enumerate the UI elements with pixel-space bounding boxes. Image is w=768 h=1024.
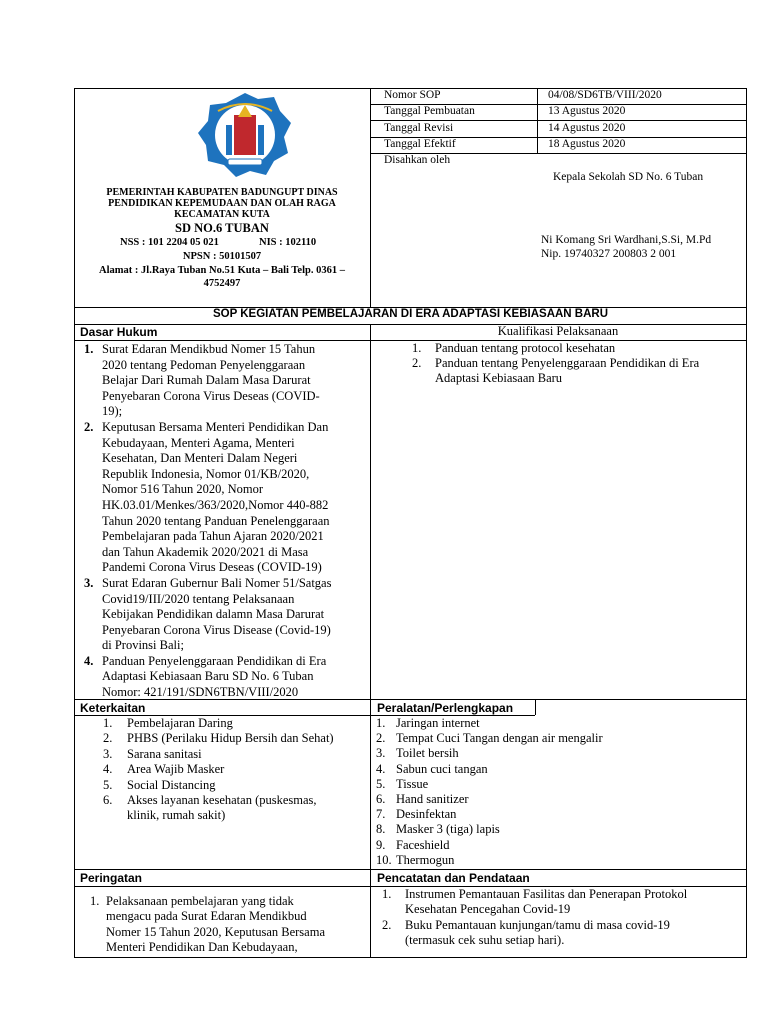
list-number: 2.: [382, 918, 392, 932]
list-item-text: Area Wajib Masker: [127, 762, 225, 777]
school-logo: [196, 91, 294, 179]
peringatan-heading: Peringatan: [80, 871, 143, 885]
list-item: [376, 837, 603, 853]
document-title: SOP KEGIATAN PEMBELAJARAN DI ERA ADAPTASI KEBIASAAN BARU: [212, 308, 609, 320]
list-item: [412, 356, 700, 386]
list-number: 2.: [412, 356, 422, 370]
list-item-text: Panduan Penyelenggaraan Pendidikan di Era: [102, 653, 327, 668]
list-item-text: Kesehatan Pencegahan Covid-19: [405, 902, 571, 916]
list-item-text: Toilet bersih: [396, 746, 459, 761]
list-number: 7.: [376, 807, 386, 822]
list-number: 4.: [84, 653, 94, 668]
list-number: 1.: [84, 342, 94, 356]
approver-name: Ni Komang Sri Wardhani,S.Si, M.Pd: [541, 234, 712, 246]
list-item-text: Menteri Pendidikan Dan Kebudayaan,: [106, 940, 298, 955]
list-item-text: Akses layanan kesehatan (puskesmas,: [127, 793, 317, 808]
list-number: 10.: [376, 852, 392, 867]
org-line: PENDIDIKAN KEPEMUDAAN DAN OLAH RAGA: [108, 198, 336, 209]
list-item: [90, 894, 325, 956]
list-item-text: HK.03.01/Menkes/363/2020,Nomor 440-882: [102, 497, 329, 512]
list-item: [376, 761, 603, 777]
approver-title: Kepala Sekolah SD No. 6 Tuban: [553, 171, 704, 183]
list-item: [376, 731, 603, 746]
list-item-text: Sarana sanitasi: [127, 746, 202, 761]
list-item-text: Pembelajaran pada Tahun Ajaran 2020/2021: [102, 529, 324, 544]
list-item-text: PHBS (Perilaku Hidup Bersih dan Sehat): [127, 731, 334, 746]
list-number: 4.: [376, 761, 386, 776]
list-item-text: Tahun 2020 tentang Panduan Penelenggaraan: [102, 513, 330, 528]
list-item-text: 19);: [102, 404, 123, 419]
list-item-text: Pelaksanaan pembelajaran yang tidak: [106, 894, 294, 908]
list-item-text: Nomer 15 Tahun 2020, Keputusan Bersama: [106, 924, 325, 939]
list-item-text: Sabun cuci tangan: [396, 761, 488, 776]
list-item-text: Keputusan Bersama Menteri Pendidikan Dan: [102, 419, 329, 434]
keterkaitan-heading: Keterkaitan: [80, 701, 146, 715]
org-line: PEMERINTAH KABUPATEN BADUNGUPT DINAS: [106, 187, 338, 198]
created-date-value: 13 Agustus 2020: [548, 105, 626, 117]
list-item-text: Pandemi Corona Virus Deseas (COVID-19): [102, 560, 322, 575]
list-item: [103, 793, 334, 824]
list-item: [376, 792, 603, 807]
list-item-text: Kebudayaan, Menteri Agama, Menteri: [102, 435, 295, 450]
list-item: [84, 575, 332, 654]
list-number: 6.: [103, 793, 113, 808]
kualifikasi-list: [412, 341, 700, 386]
list-number: 1.: [103, 716, 113, 730]
list-item-text: Tempat Cuci Tangan dengan air mengalir: [396, 731, 603, 746]
list-item-text: Pembelajaran Daring: [127, 716, 233, 730]
created-date-label: Tanggal Pembuatan: [384, 105, 475, 117]
list-number: 4.: [103, 762, 113, 777]
list-item-text: Buku Pemantauan kunjungan/tamu di masa covid-19: [405, 918, 670, 932]
list-item: [103, 731, 334, 746]
list-number: 2.: [103, 731, 113, 746]
npsn-text: NPSN : 50101507: [182, 251, 262, 262]
list-item-text: Nomor 516 Tahun 2020, Nomor: [102, 482, 264, 497]
list-item-text: Covid19/III/2020 tentang Pelaksanaan: [102, 591, 295, 606]
dasar-hukum-list: [84, 342, 332, 701]
list-item-text: Hand sanitizer: [396, 792, 469, 807]
pencatatan-heading: Pencatatan dan Pendataan: [377, 871, 530, 885]
list-number: 1.: [90, 894, 100, 908]
list-item-text: Thermogun: [396, 852, 455, 867]
list-number: 5.: [103, 777, 113, 792]
peringatan-list: [90, 894, 325, 956]
list-item-text: Tissue: [396, 776, 429, 791]
address: [76, 264, 368, 290]
list-number: 9.: [376, 837, 386, 852]
list-item: [376, 776, 603, 792]
list-number: 5.: [376, 776, 386, 791]
list-item-text: Kebijakan Pendidikan dalamn Masa Darurat: [102, 607, 325, 622]
list-item-text: Penyebaran Corona Virus Deseas (COVID-: [102, 388, 320, 403]
peralatan-heading: Peralatan/Perlengkapan: [377, 701, 514, 715]
nis-text: NIS : 102110: [259, 237, 317, 248]
list-number: 3.: [84, 575, 94, 590]
revision-date-label: Tanggal Revisi: [384, 122, 454, 134]
list-item-text: Instrumen Pemantauan Fasilitas dan Penerapan Protokol: [405, 887, 688, 901]
list-item-text: 2020 tentang Pedoman Penyelenggaraan: [102, 357, 306, 372]
school-name: SD NO.6 TUBAN: [175, 221, 269, 235]
list-number: 1.: [412, 341, 422, 355]
approver-nip: Nip. 19740327 200803 2 001: [541, 248, 677, 260]
list-item-text: Desinfektan: [396, 807, 457, 822]
list-item-text: Nomor: 421/191/SDN6TBN/VIII/2020: [102, 685, 299, 700]
list-item-text: Penyebaran Corona Virus Disease (Covid-19): [102, 622, 331, 637]
list-item-text: Panduan tentang Penyelenggaraan Pendidikan di Era: [435, 356, 700, 370]
list-item: [84, 342, 331, 420]
list-item-text: Social Distancing: [127, 777, 216, 792]
list-item: [376, 716, 603, 731]
list-item: [376, 822, 603, 837]
sop-number-value: 04/08/SD6TB/VIII/2020: [548, 89, 662, 101]
list-item-text: Republik Indonesia, Nomor 01/KB/2020,: [102, 466, 310, 481]
list-number: 3.: [376, 746, 386, 761]
list-item-text: Belajar Dari Rumah Dalam Masa Darurat: [102, 373, 311, 388]
list-item-text: Adaptasi Kebiasaan Baru: [435, 371, 563, 385]
revision-date-value: 14 Agustus 2020: [548, 122, 626, 134]
list-number: 2.: [84, 419, 94, 434]
list-item-text: Masker 3 (tiga) lapis: [396, 822, 500, 837]
keterkaitan-list: [103, 716, 334, 824]
list-item: [103, 746, 334, 762]
list-number: 1.: [376, 716, 386, 730]
peralatan-list: [376, 716, 603, 868]
list-item-text: mengacu pada Surat Edaran Mendikbud: [106, 909, 307, 924]
list-item-text: Surat Edaran Gubernur Bali Nomer 51/Satgas: [102, 575, 332, 590]
list-item: [382, 887, 688, 917]
list-number: 6.: [376, 792, 386, 807]
list-item-text: Jaringan internet: [396, 716, 480, 730]
sop-number-label: Nomor SOP: [384, 89, 441, 101]
list-item-text: di Provinsi Bali;: [102, 638, 184, 653]
list-item: [376, 852, 603, 868]
dasar-hukum-heading: Dasar Hukum: [80, 325, 158, 339]
list-item-text: dan Tahun Akademik 2020/2021 di Masa: [102, 544, 309, 559]
nss-text: NSS : 101 2204 05 021: [120, 237, 219, 248]
list-item-text: klinik, rumah sakit): [127, 808, 226, 823]
list-item: [84, 419, 331, 576]
list-item-text: Surat Edaran Mendikbud Nomer 15 Tahun: [102, 342, 316, 356]
list-item-text: Kesehatan, Dan Menteri Dalam Negeri: [102, 451, 298, 466]
list-item-text: Faceshield: [396, 837, 450, 852]
list-number: 2.: [376, 731, 386, 746]
list-item: [84, 653, 331, 701]
address-line: Alamat : Jl.Raya Tuban No.51 Kuta – Bali Telp. 0361 –: [99, 265, 345, 276]
list-number: 8.: [376, 822, 386, 837]
list-item-text: Panduan tentang protocol kesehatan: [435, 341, 616, 355]
list-item: [382, 918, 687, 948]
list-item-text: Adaptasi Kebiasaan Baru SD No. 6 Tuban: [102, 669, 314, 684]
list-number: 3.: [103, 746, 113, 761]
list-item: [103, 716, 334, 731]
approved-by-label: Disahkan oleh: [384, 154, 451, 166]
kualifikasi-heading: Kualifikasi Pelaksanaan: [497, 324, 619, 338]
list-item: [103, 777, 334, 793]
list-item: [376, 807, 603, 822]
effective-date-label: Tanggal Efektif: [384, 138, 456, 150]
effective-date-value: 18 Agustus 2020: [548, 138, 626, 150]
list-item-text: (termasuk cek suhu setiap hari).: [405, 933, 565, 947]
list-number: 1.: [382, 887, 392, 901]
address-line: 4752497: [203, 278, 241, 289]
list-item: [412, 341, 699, 356]
list-item: [376, 746, 603, 761]
org-line: KECAMATAN KUTA: [174, 209, 270, 220]
pencatatan-list: [382, 887, 688, 948]
list-item: [103, 762, 334, 777]
org-heading: [76, 187, 368, 220]
